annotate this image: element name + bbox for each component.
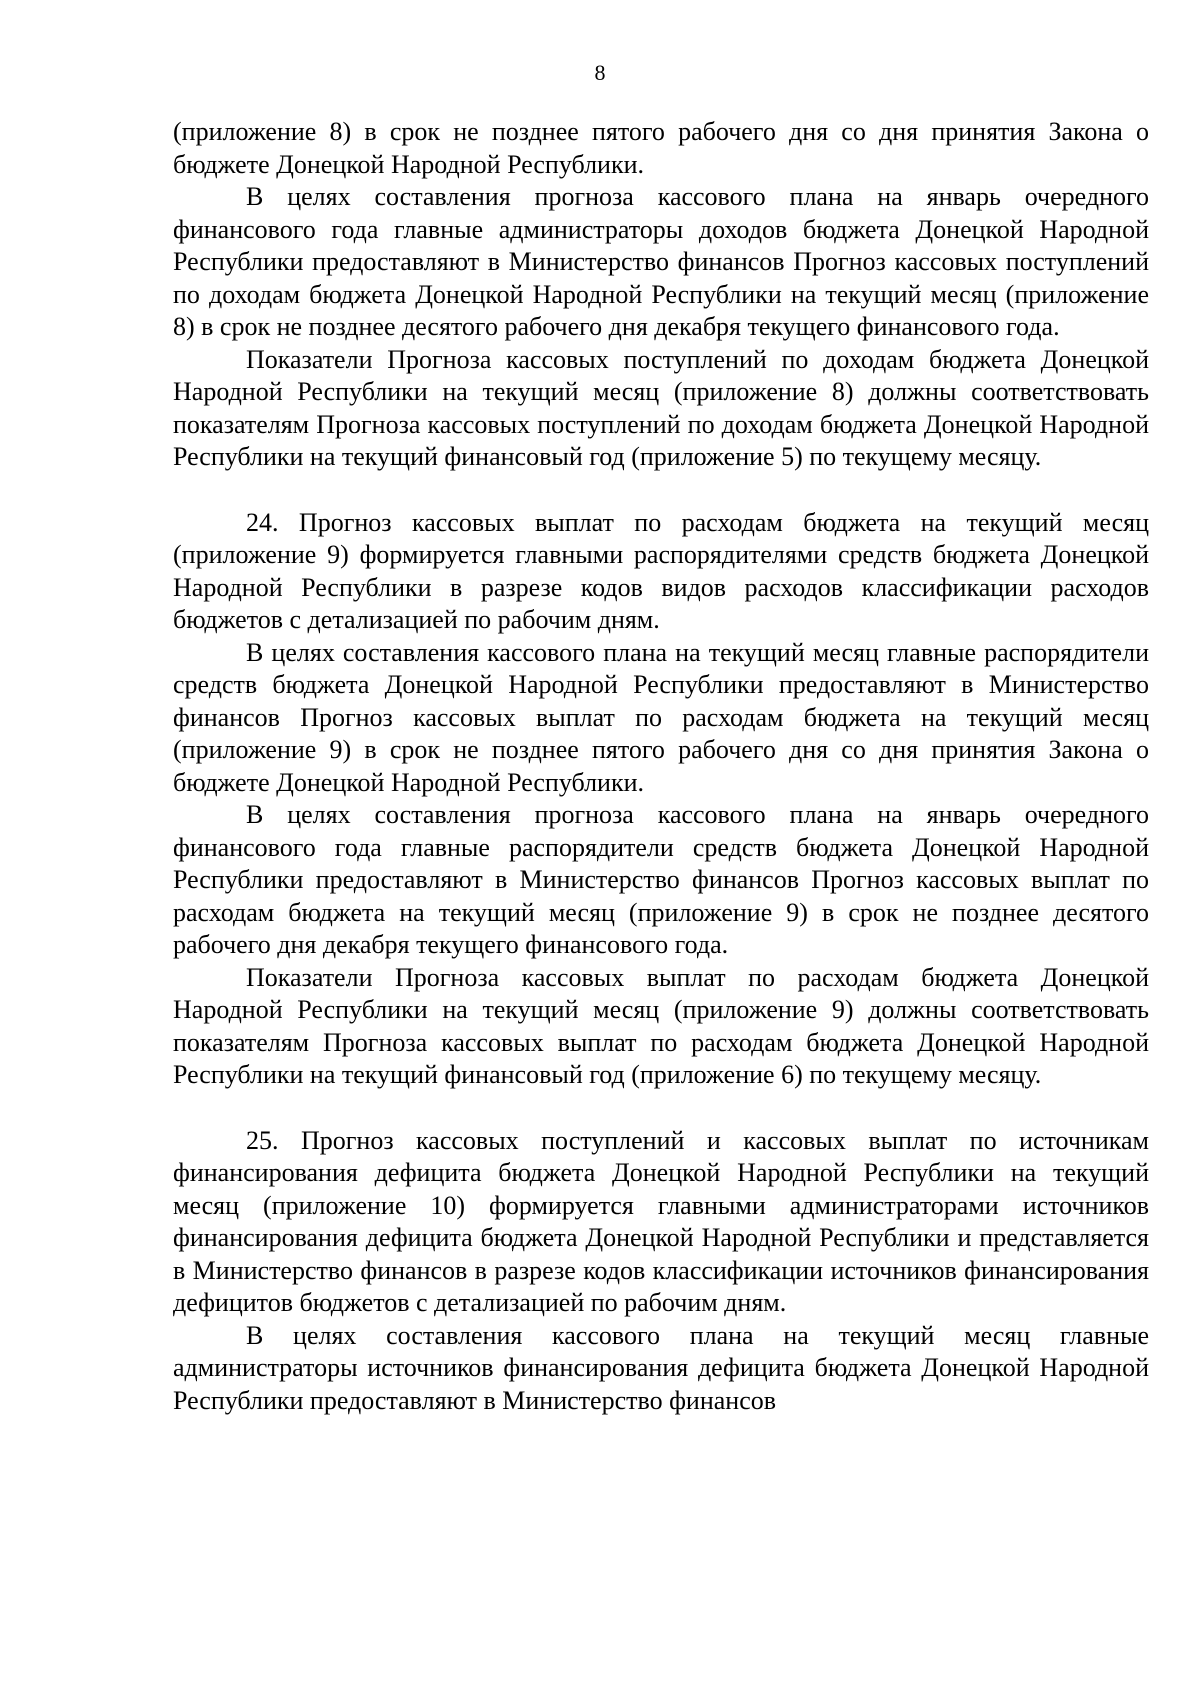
document-body [173, 116, 1149, 1417]
paragraph: (приложение 8) в срок не позднее пятого рабочего дня со дня принятия Закона о бюджете Донецкой Народной Республики. [173, 117, 1149, 179]
paragraph: В целях составления прогноза кассового плана на январь очередного финансового года главные распорядители средств бюджета Донецкой Народной Республики предоставляют в Министерство финансов Прогноз кассовых выплат по расходам бюджета на текущий месяц (приложение 9) в срок не позднее десятого рабочего дня декабря текущего финансового года. [173, 800, 1149, 959]
paragraph: В целях составления кассового плана на текущий месяц главные администраторы источников финансирования дефицита бюджета Донецкой Народной Республики предоставляют в Министерство финансов [173, 1320, 1149, 1415]
page-number: 8 [594, 60, 606, 85]
section-spacer [173, 474, 1149, 507]
paragraph: Показатели Прогноза кассовых поступлений по доходам бюджета Донецкой Народной Республики на текущий месяц (приложение 8) должны соответствовать показателям Прогноза кассовых поступлений по доходам бюджета Донецкой Народной Республики на текущий финансовый год (приложение 5) по текущему месяцу. [173, 344, 1149, 471]
paragraph: 25. Прогноз кассовых поступлений и кассовых выплат по источникам финансирования дефицита бюджета Донецкой Народной Республики на текущий месяц (приложение 10) формируется главными администраторами источников финансирования дефицита бюджета Донецкой Народной Республики и представляется в Министерство финансов в разрезе кодов классификации источников финансирования дефицитов бюджетов с детализацией по рабочим дням. [173, 1125, 1149, 1317]
section-spacer [173, 1092, 1149, 1125]
paragraph: Показатели Прогноза кассовых выплат по расходам бюджета Донецкой Народной Республики на текущий месяц (приложение 9) должны соответствовать показателям Прогноза кассовых выплат по расходам бюджета Донецкой Народной Республики на текущий финансовый год (приложение 6) по текущему месяцу. [173, 962, 1149, 1089]
paragraph: В целях составления кассового плана на текущий месяц главные распорядители средств бюджета Донецкой Народной Республики предоставляют в Министерство финансов Прогноз кассовых выплат по расходам бюджета на текущий месяц (приложение 9) в срок не позднее пятого рабочего дня со дня принятия Закона о бюджете Донецкой Народной Республики. [173, 637, 1149, 797]
paragraph: В целях составления прогноза кассового плана на январь очередного финансового года главные администраторы доходов бюджета Донецкой Народной Республики предоставляют в Министерство финансов Прогноз кассовых поступлений по доходам бюджета Донецкой Народной Республики на текущий месяц (приложение 8) в срок не позднее десятого рабочего дня декабря текущего финансового года. [173, 182, 1149, 341]
paragraph: 24. Прогноз кассовых выплат по расходам бюджета на текущий месяц (приложение 9) формируется главными распорядителями средств бюджета Донецкой Народной Республики в разрезе кодов видов расходов классификации расходов бюджетов с детализацией по рабочим дням. [173, 507, 1149, 634]
